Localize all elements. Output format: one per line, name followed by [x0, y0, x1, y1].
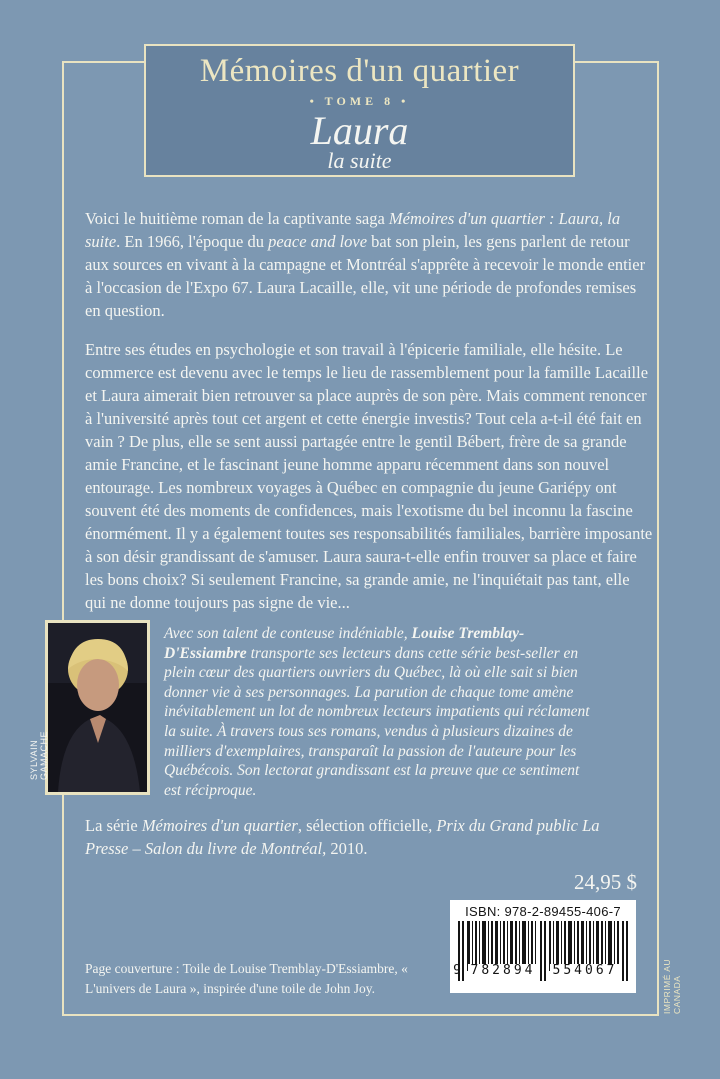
printed-in-canada-note: IMPRIMÉ AU CANADA	[662, 958, 682, 1014]
isbn-label: ISBN: 978-2-89455-406-7	[465, 904, 621, 919]
award-line: La série Mémoires d'un quartier, sélection officielle, Prix du Grand public La Presse – Salon du livre de Montréal, 2010.	[85, 816, 600, 858]
synopsis-paragraph-1: Voici le huitième roman de la captivante saga Mémoires d'un quartier : Laura, la suite. En 1966, l'époque du peace and love bat son plein, les gens parlent de retour aux sources en vivant à la campagne et Montréal s'apprête à recevoir le monde entier à l'occasion de l'Expo 67. Laura Lacaille, elle, vit une période de profondes remises en question.	[85, 209, 646, 320]
barcode-panel	[450, 900, 636, 993]
photo-credit: SYLVAIN GAMACHE	[29, 730, 49, 780]
barcode-digit-group-1: 782894	[468, 964, 538, 978]
series-title: Mémoires d'un quartier	[199, 53, 520, 89]
title-panel	[144, 44, 575, 177]
author-portrait-graphic	[48, 623, 147, 792]
tome-label: • TOME 8 •	[309, 94, 410, 108]
barcode-digit-group-2: 554067	[550, 964, 620, 978]
barcode-digit-left: 9	[453, 963, 461, 978]
synopsis-paragraph-2: Entre ses études en psychologie et son travail à l'épicerie familiale, elle hésite. Le commerce est devenu avec le temps le lieu de rassemblement pour la famille Lacaille et Laura aimerait bien retrouver sa place auprès de son père. Mais comment renoncer à l'université après tout cet argent et cette énergie investis? Tout cela a-t-il été fait en vain ? De plus, elle se sent aussi partagée entre le gentil Bébert, frère de sa grande amie Francine, et le fascinant jeune homme apparu récemment dans son nouvel entourage. Les nombreux voyages à Québec en compagnie du jeune Gariépy ont souvent été des moments de confidences, mais l'exotisme du bel inconnu la fascine énormément. Il y a également toutes ses responsabilités familiales, barrière imposante à son désir grandissant de s'amuser. Laura saura-t-elle enfin trouver sa place et faire les bons choix? Si seulement Francine, sa grande amie, ne l'inquiétait pas tant, elle qui ne donne toujours pas signe de vie...	[85, 340, 653, 612]
book-title: Laura	[310, 108, 409, 153]
book-subtitle: la suite	[327, 148, 392, 173]
author-photo	[45, 620, 150, 795]
price-label: 24,95 $	[574, 870, 637, 894]
author-bio: Avec son talent de conteuse indéniable, Louise Tremblay-D'Essiambre transporte ses lecteurs dans cette série best-seller en plein cœur des quartiers ouvriers du Québec, là où elle sait si bien donner vie à ses personnages. La parution de chaque tome amène inévitablement un lot de nombreux lecteurs impatients qui réclament la suite. À travers tous ses romans, vendus à plusieurs dizaines de milliers d'exemplaires, transparaît la passion de l'auteure pour les Québécois. Son lectorat grandissant est la preuve que ce sentiment est réciproque.	[164, 625, 590, 799]
cover-artwork-note: Page couverture : Toile de Louise Tremblay-D'Essiambre, « L'univers de Laura », inspirée d'une toile de John Joy.	[85, 961, 408, 996]
barcode	[453, 921, 628, 987]
